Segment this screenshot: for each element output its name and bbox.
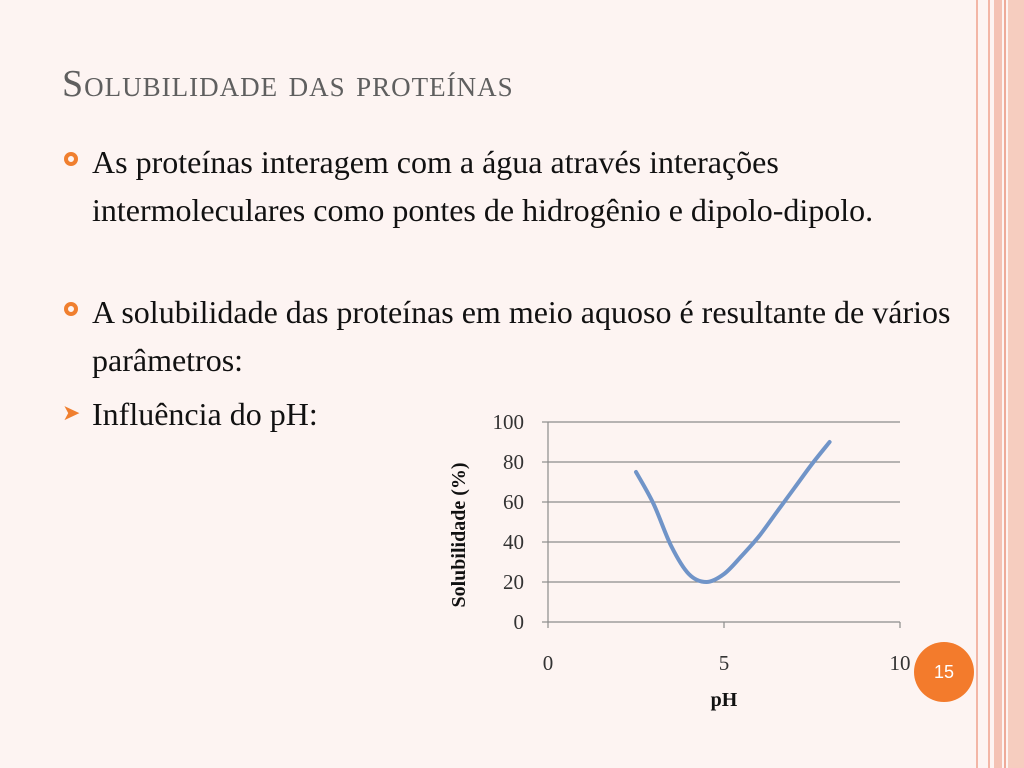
x-tick-label: 10	[889, 651, 911, 675]
chart-axes	[542, 422, 900, 628]
y-tick-label: 0	[513, 610, 524, 634]
x-tick-labels	[543, 651, 911, 675]
y-tick-label: 60	[503, 490, 524, 514]
y-tick-labels	[493, 410, 525, 634]
y-tick-label: 40	[503, 530, 524, 554]
arrow-bullet-icon: ➤	[62, 400, 81, 425]
slide-title: Solubilidade das proteínas	[62, 63, 514, 105]
page-number-badge	[914, 642, 974, 702]
x-tick-label: 5	[718, 651, 730, 675]
bullet-text: A solubilidade das proteínas em meio aquoso é resultante de vários parâmetros:	[92, 294, 951, 378]
chart-grid	[548, 422, 900, 582]
series-line	[636, 442, 830, 582]
bullet-text: As proteínas interagem com a água através interações intermoleculares como pontes de hidrogênio e dipolo-dipolo.	[92, 144, 874, 228]
x-tick-label: 0	[542, 651, 554, 675]
bullet-text: Influência do pH:	[92, 396, 318, 432]
x-axis-title: pH	[710, 689, 738, 711]
y-axis-title: Solubilidade (%)	[448, 462, 470, 608]
y-tick-label: 100	[492, 410, 524, 434]
y-tick-label: 20	[503, 570, 524, 594]
y-tick-label: 80	[503, 450, 524, 474]
page-number: 15	[933, 661, 955, 682]
